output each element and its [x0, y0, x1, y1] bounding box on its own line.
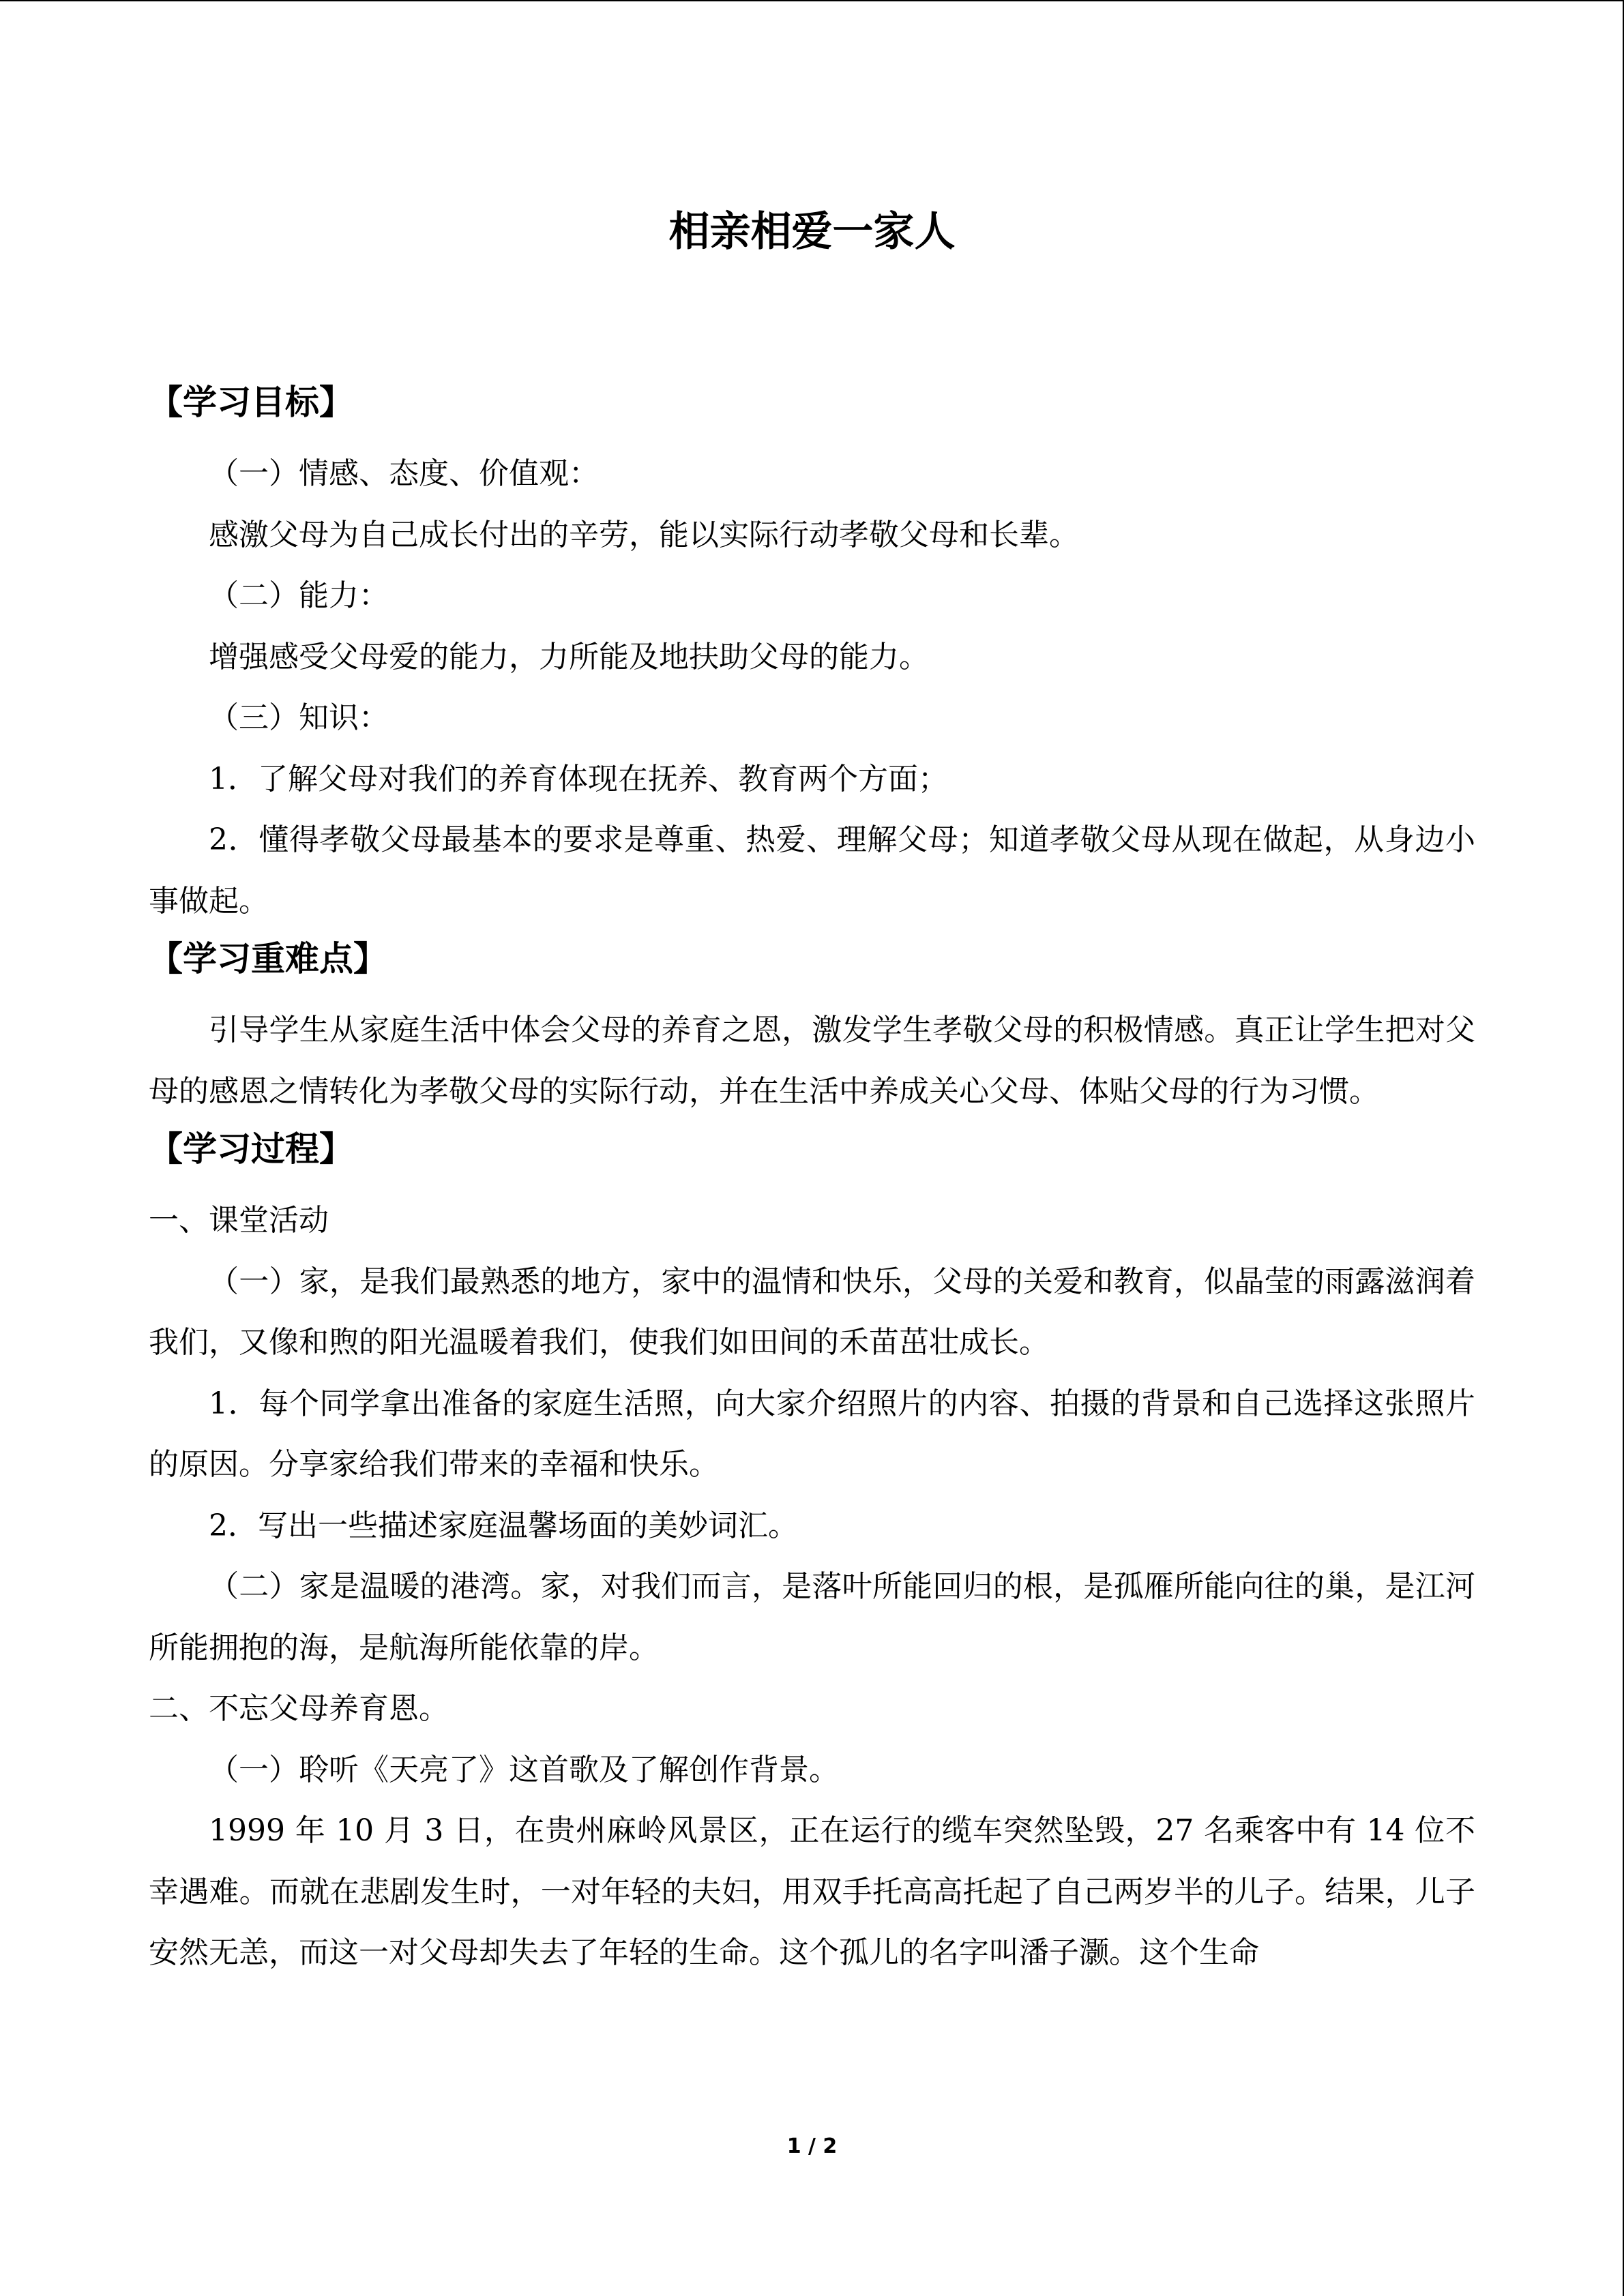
process-line-5: （二）家是温暖的港湾。家，对我们而言，是落叶所能回归的根，是孤雁所能向往的巢，是江河所能拥抱的海，是航海所能依靠的岸。	[149, 1569, 1475, 1665]
process-line-2: （一）家，是我们最熟悉的地方，家中的温情和快乐，父母的关爱和教育，似晶莹的雨露滋润着我们，又像和煦的阳光温暖着我们，使我们如田间的禾苗茁壮成长。	[149, 1264, 1475, 1360]
section-heading-key-points: 【学习重难点】	[149, 939, 387, 979]
process-line-1: 一、课堂活动	[149, 1203, 329, 1238]
goals-line-1: （一）情感、态度、价值观：	[209, 456, 599, 491]
goals-line-6: 1．了解父母对我们的养育体现在抚养、教育两个方面；	[209, 761, 948, 796]
process-line-6: 二、不忘父母养育恩。	[149, 1691, 449, 1726]
top-border-line	[0, 0, 1624, 1]
process-line-8: 1999 年 10 月 3 日，在贵州麻岭风景区，正在运行的缆车突然坠毁，27 名乘客中有 14 位不幸遇难。而就在悲剧发生时，一对年轻的夫妇，用双手托高高托起了自己两岁半的儿子。结果，儿子安然无恙，而这一对父母却失去了年轻的生命。这个孤儿的名字叫潘子灏。这个生命	[149, 1813, 1475, 1970]
document-title: 相亲相爱一家人	[668, 208, 956, 256]
process-line-4: 2．写出一些描述家庭温馨场面的美妙词汇。	[209, 1508, 798, 1543]
section-heading-process: 【学习过程】	[149, 1129, 353, 1169]
page-content	[149, 205, 1475, 1984]
process-line-3: 1．每个同学拿出准备的家庭生活照，向大家介绍照片的内容、拍摄的背景和自己选择这张照片的原因。分享家给我们带来的幸福和快乐。	[149, 1386, 1475, 1482]
section-heading-goals: 【学习目标】	[149, 383, 353, 422]
goals-line-5: （三）知识：	[209, 700, 389, 735]
page-number: 1 / 2	[786, 2134, 838, 2158]
key-points-paragraph: 引导学生从家庭生活中体会父母的养育之恩，激发学生孝敬父母的积极情感。真正让学生把对父母的感恩之情转化为孝敬父母的实际行动，并在生活中养成关心父母、体贴父母的行为习惯。	[149, 1013, 1475, 1109]
goals-line-7: 2．懂得孝敬父母最基本的要求是尊重、热爱、理解父母；知道孝敬父母从现在做起，从身边小事做起。	[149, 822, 1475, 919]
process-line-7: （一）聆听《天亮了》这首歌及了解创作背景。	[209, 1752, 839, 1787]
goals-line-2: 感激父母为自己成长付出的辛劳，能以实际行动孝敬父母和长辈。	[209, 517, 1079, 552]
goals-line-4: 增强感受父母爱的能力，力所能及地扶助父母的能力。	[209, 639, 929, 674]
goals-line-3: （二）能力：	[209, 578, 389, 613]
